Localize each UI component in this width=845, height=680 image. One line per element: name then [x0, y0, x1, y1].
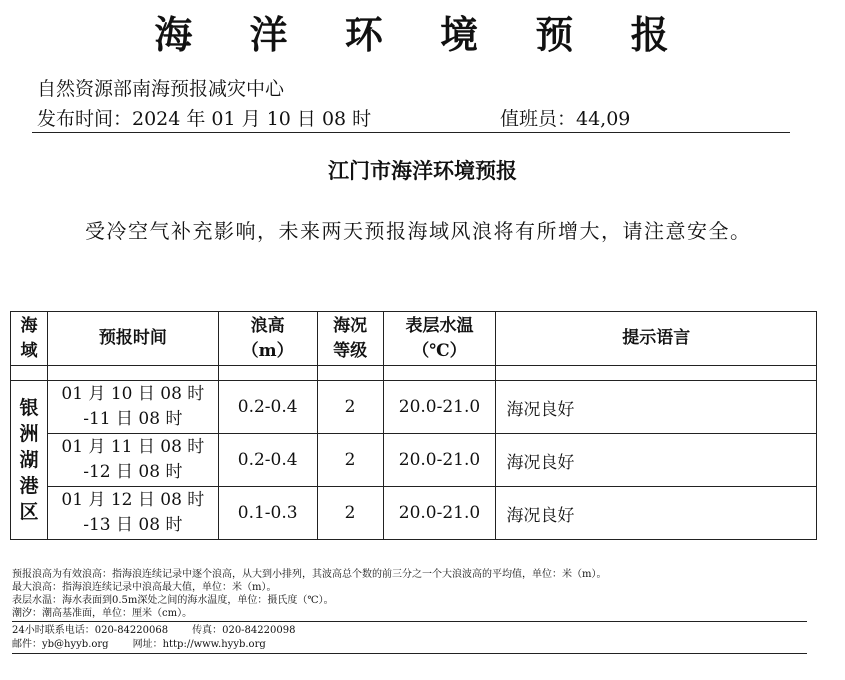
wave-height: 0.2-0.4 — [218, 381, 317, 434]
water-temperature: 20.0-21.0 — [383, 381, 496, 434]
contact-email[interactable]: 邮件：yb@hyyb.org — [12, 639, 109, 650]
footer-divider-bottom — [12, 653, 807, 654]
forecast-subtitle: 江门市海洋环境预报 — [328, 158, 517, 183]
water-temperature: 20.0-21.0 — [383, 487, 496, 540]
release-info-row — [37, 104, 631, 131]
footer-divider-top — [12, 621, 807, 622]
footnote-tide: 潮汐：潮高基准面，单位：厘米（cm）。 — [12, 608, 193, 619]
footnote-surface-temp: 表层水温：海水表面到0.5m深处之间的海水温度，单位：摄氏度（℃）。 — [12, 595, 334, 606]
contact-fax: 传真：020-84220098 — [192, 625, 296, 636]
table-row — [11, 487, 817, 540]
release-time: 发布时间：2024 年 01 月 10 日 08 时 — [37, 108, 372, 130]
tip-text: 海况良好 — [496, 434, 817, 487]
sea-state-level: 2 — [317, 381, 383, 434]
contact-phone: 24小时联系电话：020-84220068 — [12, 625, 169, 636]
contact-info — [12, 624, 295, 652]
sea-state-level: 2 — [317, 434, 383, 487]
header-sea-state: 海况 等级 — [317, 312, 383, 366]
forecast-notice: 受冷空气补充影响，未来两天预报海域风浪将有所增大，请注意安全。 — [85, 219, 752, 243]
footnote-significant-wave: 预报浪高为有效浪高：指海浪连续记录中逐个浪高，从大到小排列，其波高总个数的前三分之一个大浪波高的平均值，单位：米（m）。 — [12, 569, 607, 580]
tip-text: 海况良好 — [496, 381, 817, 434]
footnotes — [12, 568, 812, 620]
area-name: 银 洲 湖 港 区 — [11, 381, 48, 540]
water-temperature: 20.0-21.0 — [383, 434, 496, 487]
header-divider — [32, 132, 790, 133]
contact-website[interactable]: 网址：http://www.hyyb.org — [132, 639, 266, 650]
forecast-period: 01 月 11 日 08 时 -12 日 08 时 — [47, 434, 218, 487]
header-period: 预报时间 — [47, 312, 218, 366]
tip-text: 海况良好 — [496, 487, 817, 540]
forecast-table — [10, 311, 817, 540]
table-row — [11, 434, 817, 487]
table-header-row — [11, 312, 817, 366]
duty-officer: 值班员：44,09 — [500, 108, 631, 130]
wave-height: 0.2-0.4 — [218, 434, 317, 487]
report-title: 海 洋 环 境 预 报 — [154, 12, 691, 57]
footnote-max-wave: 最大浪高：指海浪连续记录中浪高最大值，单位：米（m）。 — [12, 582, 277, 593]
forecast-period: 01 月 12 日 08 时 -13 日 08 时 — [47, 487, 218, 540]
table-row — [11, 381, 817, 434]
header-area: 海 域 — [11, 312, 48, 366]
sea-state-level: 2 — [317, 487, 383, 540]
wave-height: 0.1-0.3 — [218, 487, 317, 540]
header-water-temp: 表层水温 （℃） — [383, 312, 496, 366]
issuing-organization: 自然资源部南海预报减灾中心 — [37, 78, 285, 100]
header-tip: 提示语言 — [496, 312, 817, 366]
table-spacer-row — [11, 366, 817, 381]
header-wave-height: 浪高 （m） — [218, 312, 317, 366]
forecast-period: 01 月 10 日 08 时 -11 日 08 时 — [47, 381, 218, 434]
